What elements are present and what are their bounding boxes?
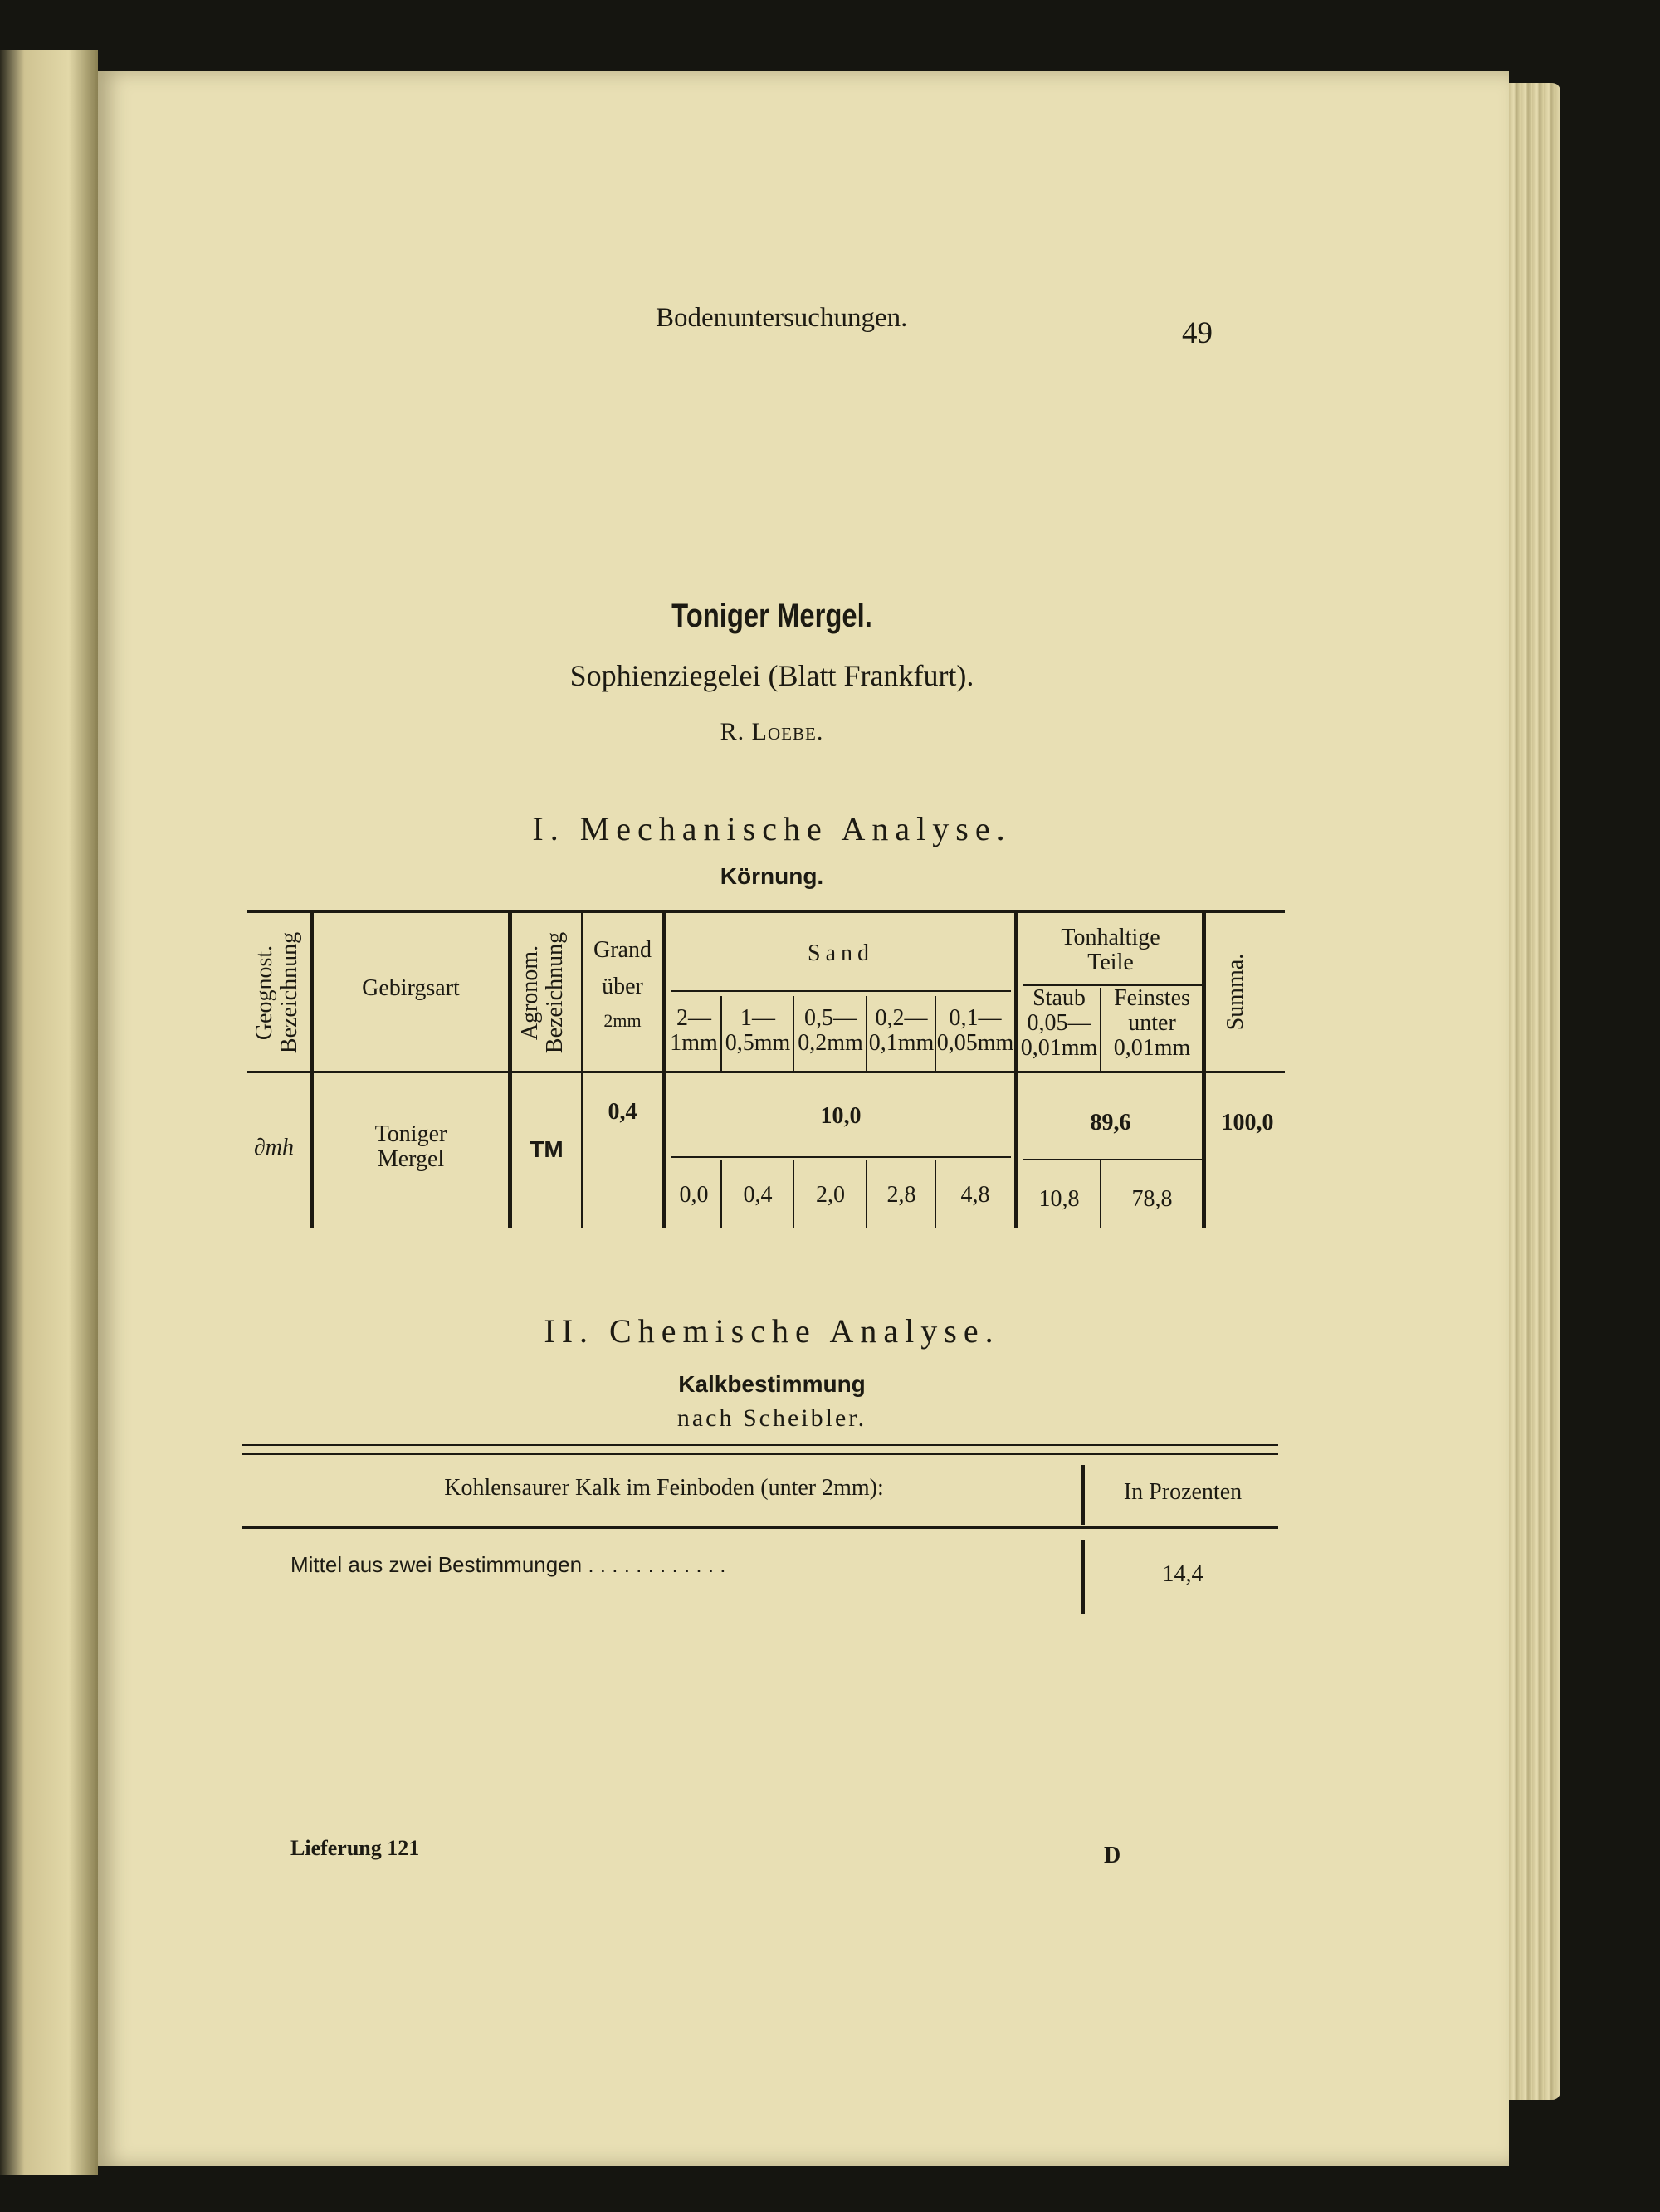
row-feinstes: 78,8 <box>1131 1186 1173 1212</box>
subtitle: Sophienziegelei (Blatt Frankfurt). <box>569 659 974 692</box>
table2-header-rule <box>242 1526 1278 1529</box>
section2-subheading: Kalkbestimmung <box>678 1371 866 1397</box>
page-title: Toniger Mergel. <box>671 598 872 634</box>
row-sand-5: 4,8 <box>960 1182 990 1208</box>
row-sand-total: 10,0 <box>820 1103 862 1129</box>
section2-heading: II. Chemische Analyse. <box>544 1312 1000 1350</box>
header-sand-col-1: 2— 1mm <box>670 1005 718 1056</box>
col-divider <box>508 913 512 1228</box>
section1-subheading: Körnung. <box>720 863 824 889</box>
row-summa: 100,0 <box>1221 1110 1274 1135</box>
header-sand-col-2: 1— 0,5mm <box>725 1005 791 1056</box>
header-summa: Summa. <box>1223 953 1248 1031</box>
header-feinstes: Feinstes unter 0,01mm <box>1113 985 1191 1061</box>
row-sand-1: 0,0 <box>679 1182 709 1208</box>
table2-row-value: 14,4 <box>1162 1561 1204 1587</box>
table2-col-divider <box>1081 1540 1085 1614</box>
header-sand-col-5: 0,1— 0,05mm <box>936 1005 1014 1056</box>
author: R. Loebe. <box>720 718 824 745</box>
header-sand: Sand <box>808 940 874 966</box>
sand-values-rule <box>671 1156 1011 1158</box>
table2-top-rule-1 <box>242 1444 1278 1446</box>
header-sand-col-3: 0,5— 0,2mm <box>798 1005 863 1056</box>
row-sand-2: 0,4 <box>743 1182 773 1208</box>
footer-signature-right: D <box>1104 1843 1121 1868</box>
row-sand-3: 2,0 <box>816 1182 845 1208</box>
col-divider <box>310 913 314 1228</box>
row-agronom: TM <box>530 1136 564 1162</box>
running-head: Bodenuntersuchungen. <box>656 303 908 333</box>
header-grand: Grand über 2mm <box>593 937 652 1031</box>
ton-values-rule <box>1023 1159 1205 1160</box>
row-grand: 0,4 <box>608 1099 637 1125</box>
table2-row-label: Mittel aus zwei Bestimmungen . . . . . . . . . . . . <box>290 1552 726 1577</box>
row-sand-4: 2,8 <box>886 1182 916 1208</box>
footer-signature-left: Lieferung 121 <box>290 1836 420 1860</box>
table1-top-rule <box>247 910 1285 913</box>
header-gebirgsart: Gebirgsart <box>362 975 460 1001</box>
row-staub: 10,8 <box>1038 1186 1080 1212</box>
table1-header-rule <box>247 1071 1285 1073</box>
row-ton-total: 89,6 <box>1090 1110 1131 1135</box>
table2-header-left: Kohlensaurer Kalk im Feinboden (unter 2mm): <box>444 1475 884 1501</box>
sand-subheader-rule <box>671 990 1011 992</box>
header-geognost: Geognost. Bezeichnung <box>251 931 302 1054</box>
table2-top-rule-2 <box>242 1453 1278 1455</box>
facing-page-edge <box>0 50 98 2175</box>
row-gebirgsart: Toniger Mergel <box>374 1121 447 1172</box>
section1-heading: I. Mechanische Analyse. <box>532 810 1012 847</box>
header-tonhaltige: Tonhaltige Teile <box>1061 925 1160 975</box>
section2-method: nach Scheibler. <box>676 1404 867 1432</box>
header-staub: Staub 0,05— 0,01mm <box>1020 985 1098 1061</box>
table2-header-right: In Prozenten <box>1123 1479 1243 1505</box>
row-geognost: ∂mh <box>253 1135 295 1160</box>
page-number: 49 <box>1182 316 1213 350</box>
header-agronom: Agronom. Bezeichnung <box>517 931 568 1054</box>
table2-col-divider <box>1081 1465 1085 1525</box>
header-sand-col-4: 0,2— 0,1mm <box>868 1005 935 1056</box>
